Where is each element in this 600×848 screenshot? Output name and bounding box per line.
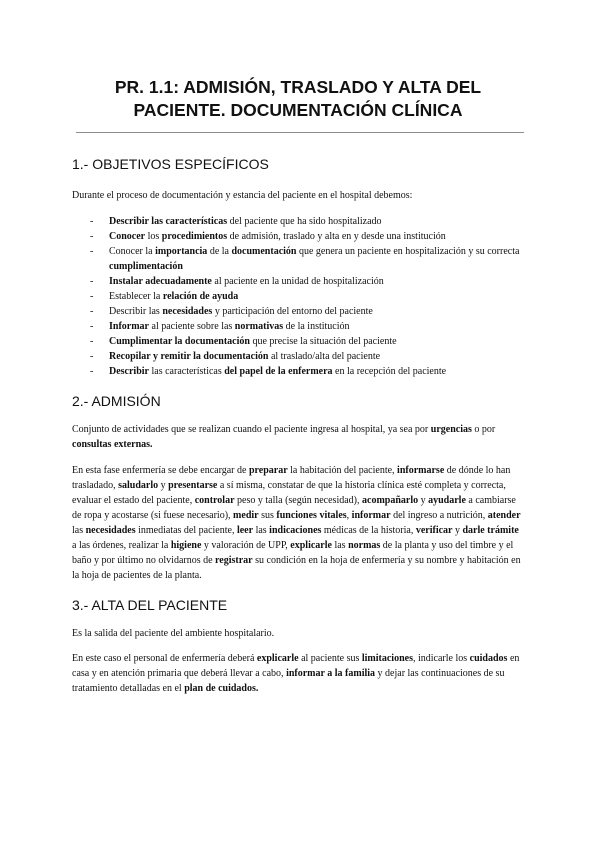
text-run: al paciente en la unidad de hospitalización [211,276,384,287]
text-run: , indicarle los [412,653,470,664]
section-3-paragraph-2 [72,651,524,696]
bullet-dash: - [90,276,94,287]
bold-text-run: consultas externas. [72,439,153,450]
text-run: peso y talla (según necesidad), [234,495,362,506]
bullet-dash: - [90,306,94,317]
bold-text-run: normativas [234,321,284,332]
list-item [72,349,524,364]
bold-text-run: higiene [170,540,202,551]
bold-text-run: atender [487,510,521,521]
section-3-heading: 3.- ALTA DEL PACIENTE [72,597,228,613]
bold-text-run: del papel de la enfermera [224,366,333,377]
text-run: su condición en la hoja de enfermería y su nombre y habitación en la hoja de pacientes de la planta. [72,555,521,581]
text-run: y participación del entorno del paciente [212,306,373,317]
text-run: a las órdenes, realizar la [72,540,171,551]
text-run: de admisión, traslado y alta en y desde una institución [227,231,446,242]
text-run: y dejar las continuaciones de su tratamiento detalladas en el [72,668,505,694]
document-title [72,0,524,122]
list-item [72,334,524,349]
bold-text-run: necesidades [85,525,136,536]
text-run: Es la salida del paciente del ambiente hospitalario. [72,628,275,639]
text-run: de la institución [283,321,350,332]
bold-text-run: indicaciones [269,525,322,536]
list-item [72,214,524,229]
text-run: al paciente sus [298,653,362,664]
bold-text-run: verificar [415,525,453,536]
bold-text-run: explicarle [290,540,332,551]
text-run: de la [207,246,232,257]
text-run: en la recepción del paciente [332,366,447,377]
text-run: y [452,525,463,536]
text-run: las [253,525,270,536]
text-run: En este caso el personal de enfermería deberá [72,653,257,664]
list-item [72,304,524,319]
section-2-paragraph-2 [72,463,524,583]
text-run: al traslado/alta del paciente [268,351,381,362]
bold-text-run: controlar [194,495,235,506]
text-run: las [331,540,349,551]
bullet-dash: - [90,366,94,377]
text-run: las [72,525,86,536]
bold-text-run: limitaciones [361,653,413,664]
text-run: del paciente que ha sido hospitalizado [227,216,382,227]
bold-text-run: explicarle [256,653,299,664]
text-run: o por [471,424,496,435]
text-run: sus [258,510,277,521]
bold-text-run: ayudarle [428,495,466,506]
title-divider [76,132,524,133]
document-title-line-1: PR. 1.1: ADMISIÓN, TRASLADO Y ALTA DEL [114,77,482,97]
text-run: a sí misma, constatar de que la historia clínica esté completa y correcta, evaluar el estado del paciente, [72,480,506,506]
bold-text-run: registrar [215,555,253,566]
text-run: y [418,495,429,506]
section-1-heading: 1.- OBJETIVOS ESPECÍFICOS [72,156,269,172]
text-run: que genera un paciente en hospitalización y su correcta [296,246,520,257]
section-1-intro: Durante el proceso de documentación y estancia del paciente en el hospital debemos: [72,190,413,201]
text-run: Describir las [109,306,163,317]
text-run: de la planta y uso del timbre y el baño y por último no olvidarnos de [72,540,514,566]
text-run: médicas de la historia, [321,525,416,536]
bold-text-run: plan de cuidados. [184,683,259,694]
list-item [72,364,524,379]
bullet-dash: - [90,336,94,347]
text-run: la habitación del paciente, [287,465,398,476]
text-run: los [145,231,162,242]
bold-text-run: darle trámite [462,525,519,536]
text-run: , [346,510,352,521]
bullet-dash: - [90,231,94,242]
bold-text-run: Describir [109,366,149,377]
bullet-dash: - [90,321,94,332]
bold-text-run: procedimientos [161,231,228,242]
text-run: inmediatas del paciente, [135,525,237,536]
list-item [72,289,524,304]
bold-text-run: Instalar adecuadamente [109,276,212,287]
text-run: En esta fase enfermería se debe encargar de [72,465,249,476]
section-2-paragraph-1 [72,422,524,452]
bold-text-run: funciones vitales [276,510,347,521]
list-item [72,229,524,244]
bullet-dash: - [90,246,94,257]
bold-text-run: Describir las características [109,216,228,227]
text-run: al paciente sobre las [149,321,235,332]
bold-text-run: Recopilar y remitir la documentación [109,351,269,362]
bold-text-run: necesidades [162,306,213,317]
bold-text-run: presentarse [168,480,218,491]
bullet-dash: - [90,351,94,362]
bold-text-run: informar a la familia [286,668,376,679]
text-run: Establecer la [109,291,163,302]
bold-text-run: cumplimentación [109,261,183,272]
text-run: de dónde lo han trasladado, [72,465,511,491]
bold-text-run: normas [348,540,381,551]
bold-text-run: Cumplimentar la documentación [109,336,250,347]
text-run: y valoración de UPP, [201,540,291,551]
bold-text-run: informar [351,510,391,521]
bold-text-run: relación de ayuda [162,291,239,302]
bold-text-run: importancia [155,246,208,257]
bold-text-run: Conocer [109,231,146,242]
text-run: que precise la situación del paciente [249,336,397,347]
list-item [72,244,524,274]
bullet-dash: - [90,291,94,302]
list-item [72,319,524,334]
bold-text-run: informarse [397,465,445,476]
section-2-heading: 2.- ADMISIÓN [72,393,161,409]
section-3-paragraph-1 [72,626,524,641]
bold-text-run: urgencias [430,424,472,435]
bold-text-run: Informar [109,321,149,332]
objectives-list [72,214,524,379]
bold-text-run: acompañarlo [362,495,419,506]
bold-text-run: cuidados [469,653,508,664]
bold-text-run: documentación [231,246,297,257]
bold-text-run: medir [233,510,259,521]
bold-text-run: saludarlo [118,480,159,491]
text-run: y [158,480,169,491]
text-run: a cambiarse de ropa y acostarse (si fuese necesario), [72,495,516,521]
text-run: Conjunto de actividades que se realizan cuando el paciente ingresa al hospital, ya sea por [72,424,431,435]
text-run: del ingreso a nutrición, [390,510,488,521]
text-run: Conocer la [109,246,156,257]
document-title-line-2: PACIENTE. DOCUMENTACIÓN CLÍNICA [133,100,463,120]
bold-text-run: leer [236,525,254,536]
list-item [72,274,524,289]
bullet-dash: - [90,216,94,227]
bold-text-run: preparar [248,465,288,476]
text-run: en casa y en atención primaria que deberá llevar a cabo, [72,653,520,679]
text-run: las características [149,366,225,377]
